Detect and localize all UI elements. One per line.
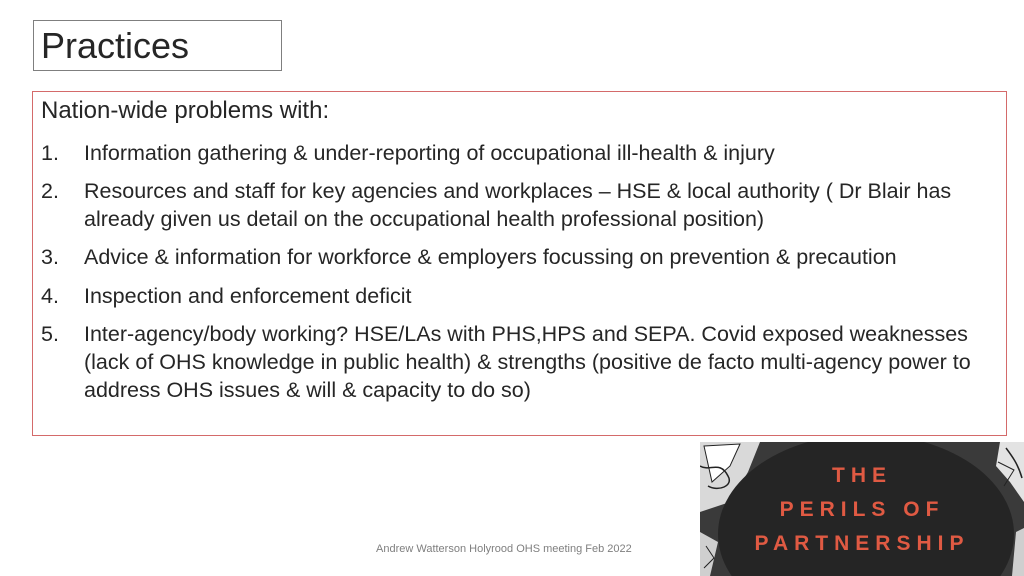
intro-text: Nation-wide problems with: (41, 97, 330, 124)
footer-text: Andrew Watterson Holyrood OHS meeting Feb 2022 (376, 543, 632, 555)
list-text: Information gathering & under-reporting of occupational ill-health & injury (84, 141, 775, 165)
list-number: 2. (41, 179, 59, 203)
list-number: 4. (41, 284, 59, 308)
list-number: 1. (41, 141, 59, 165)
book-title-line-2: PERILS OF (779, 498, 945, 521)
list-number: 5. (41, 322, 59, 346)
book-title-line-3: PARTNERSHIP (754, 532, 970, 555)
list-text: Resources and staff for key agencies and workplaces – HSE & local authority ( Dr Blair has already given us detail on the occupational health professional position) (84, 179, 952, 231)
book-title-line-1: THE (832, 464, 892, 487)
slide-title: Practices (41, 25, 190, 66)
book-cover-image (700, 442, 1024, 576)
content-box (32, 91, 1007, 436)
list-text: Advice & information for workforce & employers focussing on prevention & precaution (84, 245, 897, 269)
list-text: Inspection and enforcement deficit (84, 284, 412, 308)
title-box (33, 20, 282, 71)
list-text: Inter-agency/body working? HSE/LAs with PHS,HPS and SEPA. Covid exposed weaknesses (lack of OHS knowledge in public health) & strengths (positive de facto multi-agency power to address OHS issues & will & capacity to do so) (84, 322, 971, 402)
list-number: 3. (41, 245, 59, 269)
